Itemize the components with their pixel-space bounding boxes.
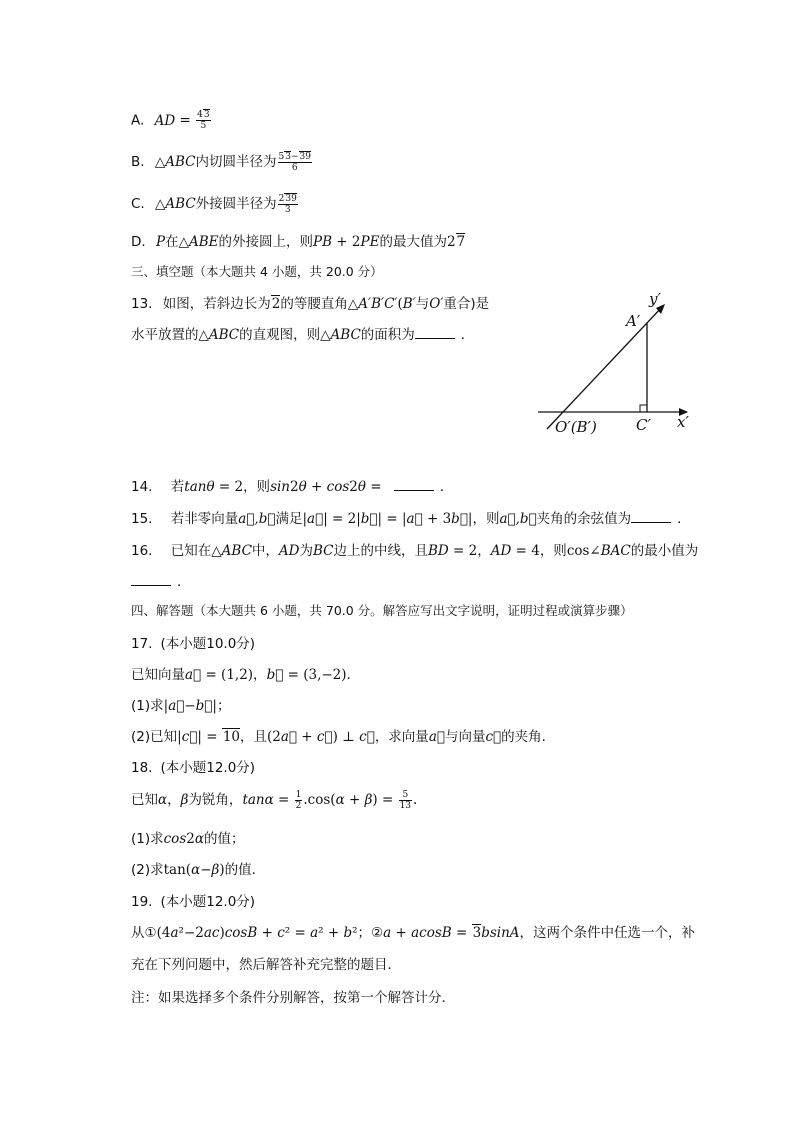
answer-blank bbox=[631, 510, 671, 523]
label-c: C′ bbox=[636, 416, 651, 434]
section-4-title: 四、解答题（本大题共 6 小题，共 70.0 分。解答应写出文字说明，证明过程或演算步骤） bbox=[131, 603, 633, 618]
question-16-line2: ． bbox=[131, 570, 191, 590]
question-17-part1: (1)求|a⃗−b⃗|； bbox=[131, 698, 231, 714]
question-13-line2: 水平放置的△ABC的直观图，则△ABC的面积为 ． bbox=[131, 327, 475, 343]
q13-number: 13. bbox=[131, 296, 153, 312]
question-14: 14. 若tanθ = 2，则sin2θ + cos2θ = ． bbox=[131, 479, 454, 495]
y-axis bbox=[547, 306, 663, 429]
label-o: O′(B′) bbox=[555, 418, 597, 436]
option-b: B. △ABC内切圆半径为 $\frac{53-39}{6}$ bbox=[131, 151, 311, 173]
question-16-line1: 16. 已知在△ABC中，AD为BC边上的中线，且BD = 2，AD = 4，则cos∠BAC的最小值为 bbox=[131, 543, 699, 559]
question-18-part1: (1)求cos2α的值； bbox=[131, 831, 245, 847]
question-19-header: 19. (本小题12.0分) bbox=[131, 894, 256, 910]
question-17-header: 17. (本小题10.0分) bbox=[131, 636, 256, 652]
question-19-note: 注：如果选择多个条件分别解答，按第一个解答计分． bbox=[131, 990, 455, 1006]
answer-blank bbox=[415, 326, 455, 339]
question-18-given: 已知α，β为锐角，tanα = $\frac{1}{2}$ .cos(α + β) = $\frac{5}{13}$ . bbox=[131, 789, 418, 811]
oblique-drawing-figure bbox=[530, 288, 700, 438]
option-b-label: B. bbox=[131, 154, 145, 170]
option-d-label: D. bbox=[131, 234, 146, 250]
question-17-given: 已知向量a⃗ = (1,2)，b⃗ = (3,−2)． bbox=[131, 667, 361, 683]
option-a: A. AD = $\frac{43}{5}$ bbox=[131, 110, 210, 131]
option-a-label: A. bbox=[131, 112, 145, 129]
option-b-text: 内切圆半径为 bbox=[195, 154, 277, 170]
answer-blank bbox=[394, 478, 434, 491]
question-19-conditions: 从①(4a²−2ac)cosB + c² = a² + b²；②a + acosB = 3bsinA，这两个条件中任选一个，补 bbox=[131, 925, 696, 941]
label-y: y′ bbox=[649, 290, 661, 308]
question-19-line2: 充在下列问题中，然后解答补充完整的题目． bbox=[131, 957, 401, 973]
question-18-part2: (2)求tan(α−β)的值． bbox=[131, 862, 266, 878]
section-3-title: 三、填空题（本大题共 4 小题，共 20.0 分） bbox=[131, 264, 383, 279]
label-a: A′ bbox=[626, 312, 641, 330]
label-x: x′ bbox=[677, 413, 689, 431]
right-angle-mark bbox=[640, 405, 647, 412]
question-13-line1: 13. 如图，若斜边长为2的等腰直角△A′B′C′(B′与O′重合)是 bbox=[131, 296, 490, 312]
question-15: 15. 若非零向量a⃗,b⃗满足|a⃗| = 2|b⃗| = |a⃗ + 3b⃗|，则a⃗,b⃗夹角的余弦值为 ． bbox=[131, 511, 691, 527]
question-17-part2: (2)已知|c⃗| = 10，且(2a⃗ + c⃗) ⊥ c⃗，求向量a⃗与向量c⃗的夹角． bbox=[131, 729, 556, 745]
option-c-label: C. bbox=[131, 196, 145, 212]
answer-blank bbox=[131, 573, 171, 586]
option-c-text: 外接圆半径为 bbox=[195, 196, 277, 212]
question-18-header: 18. (本小题12.0分) bbox=[131, 760, 256, 776]
option-c: C. △ABC外接圆半径为 $\frac{239}{3}$ bbox=[131, 193, 297, 215]
option-d: D. P在△ABE的外接圆上，则PB + 2PE的最大值为27 bbox=[131, 234, 466, 250]
